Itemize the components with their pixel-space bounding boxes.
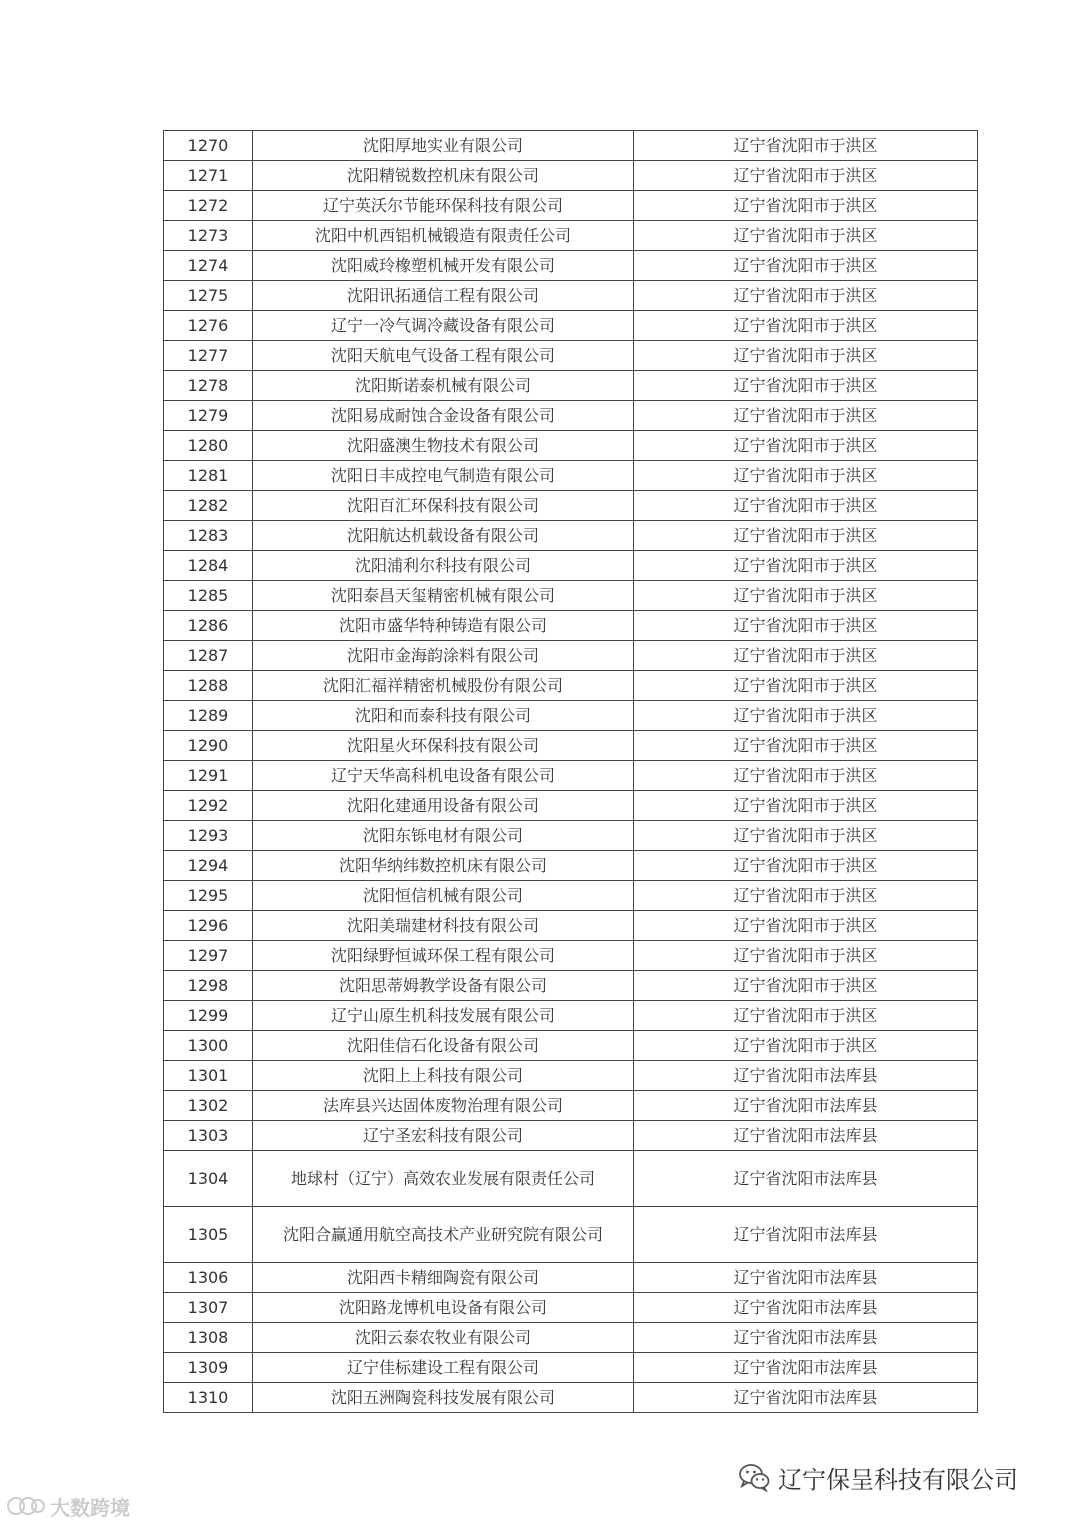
region: 辽宁省沈阳市于洪区 bbox=[634, 401, 978, 431]
table-row bbox=[164, 1323, 978, 1353]
region: 辽宁省沈阳市于洪区 bbox=[634, 851, 978, 881]
table-row bbox=[164, 881, 978, 911]
row-number: 1283 bbox=[164, 521, 253, 551]
company-name: 沈阳五洲陶瓷科技发展有限公司 bbox=[253, 1383, 634, 1413]
table-row bbox=[164, 551, 978, 581]
region: 辽宁省沈阳市法库县 bbox=[634, 1293, 978, 1323]
region: 辽宁省沈阳市于洪区 bbox=[634, 611, 978, 641]
company-name: 沈阳化建通用设备有限公司 bbox=[253, 791, 634, 821]
row-number: 1280 bbox=[164, 431, 253, 461]
region: 辽宁省沈阳市于洪区 bbox=[634, 1031, 978, 1061]
table-row bbox=[164, 821, 978, 851]
table-row bbox=[164, 911, 978, 941]
row-number: 1303 bbox=[164, 1121, 253, 1151]
row-number: 1273 bbox=[164, 221, 253, 251]
region: 辽宁省沈阳市于洪区 bbox=[634, 791, 978, 821]
company-name: 辽宁圣宏科技有限公司 bbox=[253, 1121, 634, 1151]
row-number: 1305 bbox=[164, 1207, 253, 1263]
company-name: 沈阳绿野恒诚环保工程有限公司 bbox=[253, 941, 634, 971]
company-name: 沈阳星火环保科技有限公司 bbox=[253, 731, 634, 761]
row-number: 1299 bbox=[164, 1001, 253, 1031]
region: 辽宁省沈阳市于洪区 bbox=[634, 761, 978, 791]
table-row bbox=[164, 641, 978, 671]
company-name: 沈阳云泰农牧业有限公司 bbox=[253, 1323, 634, 1353]
company-name: 沈阳华纳纬数控机床有限公司 bbox=[253, 851, 634, 881]
row-number: 1294 bbox=[164, 851, 253, 881]
region: 辽宁省沈阳市法库县 bbox=[634, 1263, 978, 1293]
region: 辽宁省沈阳市于洪区 bbox=[634, 701, 978, 731]
company-list-table bbox=[163, 130, 978, 1413]
table-row bbox=[164, 791, 978, 821]
table-row bbox=[164, 521, 978, 551]
region: 辽宁省沈阳市法库县 bbox=[634, 1323, 978, 1353]
company-name: 沈阳佳信石化设备有限公司 bbox=[253, 1031, 634, 1061]
region: 辽宁省沈阳市于洪区 bbox=[634, 881, 978, 911]
company-name: 辽宁英沃尔节能环保科技有限公司 bbox=[253, 191, 634, 221]
row-number: 1306 bbox=[164, 1263, 253, 1293]
region: 辽宁省沈阳市法库县 bbox=[634, 1383, 978, 1413]
row-number: 1274 bbox=[164, 251, 253, 281]
row-number: 1288 bbox=[164, 671, 253, 701]
table-row bbox=[164, 131, 978, 161]
company-name: 沈阳盛澳生物技术有限公司 bbox=[253, 431, 634, 461]
table-row bbox=[164, 401, 978, 431]
row-number: 1272 bbox=[164, 191, 253, 221]
table-row bbox=[164, 1383, 978, 1413]
region: 辽宁省沈阳市于洪区 bbox=[634, 341, 978, 371]
region: 辽宁省沈阳市于洪区 bbox=[634, 131, 978, 161]
region: 辽宁省沈阳市于洪区 bbox=[634, 521, 978, 551]
table-row bbox=[164, 971, 978, 1001]
region: 辽宁省沈阳市于洪区 bbox=[634, 581, 978, 611]
region: 辽宁省沈阳市于洪区 bbox=[634, 461, 978, 491]
company-name: 沈阳汇福祥精密机械股份有限公司 bbox=[253, 671, 634, 701]
company-name: 沈阳合赢通用航空高技术产业研究院有限公司 bbox=[253, 1207, 634, 1263]
table-row bbox=[164, 1061, 978, 1091]
company-name: 沈阳西卡精细陶瓷有限公司 bbox=[253, 1263, 634, 1293]
table-row bbox=[164, 701, 978, 731]
row-number: 1308 bbox=[164, 1323, 253, 1353]
company-name: 沈阳美瑞建材科技有限公司 bbox=[253, 911, 634, 941]
region: 辽宁省沈阳市于洪区 bbox=[634, 161, 978, 191]
row-number: 1298 bbox=[164, 971, 253, 1001]
company-name: 沈阳浦利尔科技有限公司 bbox=[253, 551, 634, 581]
company-name: 辽宁山原生机科技发展有限公司 bbox=[253, 1001, 634, 1031]
region: 辽宁省沈阳市于洪区 bbox=[634, 191, 978, 221]
company-name: 沈阳恒信机械有限公司 bbox=[253, 881, 634, 911]
region: 辽宁省沈阳市于洪区 bbox=[634, 941, 978, 971]
row-number: 1285 bbox=[164, 581, 253, 611]
company-name: 辽宁一冷气调冷藏设备有限公司 bbox=[253, 311, 634, 341]
table-row bbox=[164, 281, 978, 311]
row-number: 1281 bbox=[164, 461, 253, 491]
row-number: 1270 bbox=[164, 131, 253, 161]
table-row bbox=[164, 431, 978, 461]
row-number: 1284 bbox=[164, 551, 253, 581]
region: 辽宁省沈阳市于洪区 bbox=[634, 731, 978, 761]
company-name: 沈阳易成耐蚀合金设备有限公司 bbox=[253, 401, 634, 431]
region: 辽宁省沈阳市于洪区 bbox=[634, 821, 978, 851]
table-row bbox=[164, 1121, 978, 1151]
row-number: 1304 bbox=[164, 1151, 253, 1207]
row-number: 1302 bbox=[164, 1091, 253, 1121]
region: 辽宁省沈阳市于洪区 bbox=[634, 311, 978, 341]
region: 辽宁省沈阳市于洪区 bbox=[634, 671, 978, 701]
watermark-logo-icon bbox=[6, 1495, 46, 1517]
region: 辽宁省沈阳市于洪区 bbox=[634, 281, 978, 311]
company-name: 辽宁天华高科机电设备有限公司 bbox=[253, 761, 634, 791]
table-row bbox=[164, 941, 978, 971]
table-row bbox=[164, 851, 978, 881]
row-number: 1278 bbox=[164, 371, 253, 401]
row-number: 1297 bbox=[164, 941, 253, 971]
table-row bbox=[164, 311, 978, 341]
region: 辽宁省沈阳市法库县 bbox=[634, 1121, 978, 1151]
region: 辽宁省沈阳市于洪区 bbox=[634, 641, 978, 671]
row-number: 1290 bbox=[164, 731, 253, 761]
company-name: 沈阳中机西铝机械锻造有限责任公司 bbox=[253, 221, 634, 251]
region: 辽宁省沈阳市法库县 bbox=[634, 1091, 978, 1121]
table-row bbox=[164, 461, 978, 491]
company-name: 沈阳精锐数控机床有限公司 bbox=[253, 161, 634, 191]
region: 辽宁省沈阳市法库县 bbox=[634, 1207, 978, 1263]
company-name: 沈阳和而泰科技有限公司 bbox=[253, 701, 634, 731]
region: 辽宁省沈阳市于洪区 bbox=[634, 971, 978, 1001]
table-row bbox=[164, 581, 978, 611]
table-row bbox=[164, 1263, 978, 1293]
company-name: 辽宁佳标建设工程有限公司 bbox=[253, 1353, 634, 1383]
company-name: 法库县兴达固体废物治理有限公司 bbox=[253, 1091, 634, 1121]
row-number: 1279 bbox=[164, 401, 253, 431]
table-row bbox=[164, 341, 978, 371]
row-number: 1295 bbox=[164, 881, 253, 911]
company-name: 沈阳天航电气设备工程有限公司 bbox=[253, 341, 634, 371]
table-row bbox=[164, 731, 978, 761]
row-number: 1292 bbox=[164, 791, 253, 821]
region: 辽宁省沈阳市法库县 bbox=[634, 1353, 978, 1383]
table-row bbox=[164, 761, 978, 791]
region: 辽宁省沈阳市于洪区 bbox=[634, 911, 978, 941]
row-number: 1301 bbox=[164, 1061, 253, 1091]
row-number: 1276 bbox=[164, 311, 253, 341]
row-number: 1291 bbox=[164, 761, 253, 791]
company-name: 沈阳市金海韵涂料有限公司 bbox=[253, 641, 634, 671]
table-row bbox=[164, 251, 978, 281]
table-row bbox=[164, 371, 978, 401]
row-number: 1293 bbox=[164, 821, 253, 851]
company-name: 沈阳斯诺泰机械有限公司 bbox=[253, 371, 634, 401]
row-number: 1310 bbox=[164, 1383, 253, 1413]
company-name: 沈阳厚地实业有限公司 bbox=[253, 131, 634, 161]
region: 辽宁省沈阳市法库县 bbox=[634, 1151, 978, 1207]
table-row bbox=[164, 191, 978, 221]
table-row bbox=[164, 161, 978, 191]
watermark bbox=[6, 1492, 130, 1520]
row-number: 1275 bbox=[164, 281, 253, 311]
row-number: 1296 bbox=[164, 911, 253, 941]
wechat-icon bbox=[738, 1462, 770, 1492]
company-name: 沈阳日丰成控电气制造有限公司 bbox=[253, 461, 634, 491]
row-number: 1309 bbox=[164, 1353, 253, 1383]
company-name: 地球村（辽宁）高效农业发展有限责任公司 bbox=[253, 1151, 634, 1207]
table-row bbox=[164, 1091, 978, 1121]
region: 辽宁省沈阳市于洪区 bbox=[634, 491, 978, 521]
region: 辽宁省沈阳市法库县 bbox=[634, 1061, 978, 1091]
table-row bbox=[164, 1353, 978, 1383]
table-row bbox=[164, 671, 978, 701]
company-name: 沈阳航达机载设备有限公司 bbox=[253, 521, 634, 551]
company-name: 沈阳讯拓通信工程有限公司 bbox=[253, 281, 634, 311]
company-name: 沈阳上上科技有限公司 bbox=[253, 1061, 634, 1091]
row-number: 1282 bbox=[164, 491, 253, 521]
company-name: 沈阳市盛华特种铸造有限公司 bbox=[253, 611, 634, 641]
row-number: 1277 bbox=[164, 341, 253, 371]
footer-brand bbox=[738, 1460, 1018, 1494]
company-name: 沈阳东铄电材有限公司 bbox=[253, 821, 634, 851]
row-number: 1286 bbox=[164, 611, 253, 641]
company-name: 沈阳百汇环保科技有限公司 bbox=[253, 491, 634, 521]
row-number: 1271 bbox=[164, 161, 253, 191]
table-row bbox=[164, 1293, 978, 1323]
company-name: 沈阳威玲橡塑机械开发有限公司 bbox=[253, 251, 634, 281]
region: 辽宁省沈阳市于洪区 bbox=[634, 431, 978, 461]
brand-name: 辽宁保呈科技有限公司 bbox=[778, 1465, 1018, 1494]
table-row bbox=[164, 1031, 978, 1061]
table-row bbox=[164, 611, 978, 641]
row-number: 1300 bbox=[164, 1031, 253, 1061]
company-name: 沈阳泰昌天玺精密机械有限公司 bbox=[253, 581, 634, 611]
watermark-text: 大数跨境 bbox=[50, 1495, 130, 1520]
table-row bbox=[164, 1151, 978, 1207]
table-row bbox=[164, 1001, 978, 1031]
region: 辽宁省沈阳市于洪区 bbox=[634, 551, 978, 581]
table-row bbox=[164, 221, 978, 251]
region: 辽宁省沈阳市于洪区 bbox=[634, 221, 978, 251]
table-row bbox=[164, 1207, 978, 1263]
table-row bbox=[164, 491, 978, 521]
region: 辽宁省沈阳市于洪区 bbox=[634, 251, 978, 281]
row-number: 1287 bbox=[164, 641, 253, 671]
table-body bbox=[164, 131, 978, 1413]
region: 辽宁省沈阳市于洪区 bbox=[634, 1001, 978, 1031]
row-number: 1307 bbox=[164, 1293, 253, 1323]
company-name: 沈阳路龙博机电设备有限公司 bbox=[253, 1293, 634, 1323]
company-name: 沈阳思蒂姆教学设备有限公司 bbox=[253, 971, 634, 1001]
row-number: 1289 bbox=[164, 701, 253, 731]
region: 辽宁省沈阳市于洪区 bbox=[634, 371, 978, 401]
